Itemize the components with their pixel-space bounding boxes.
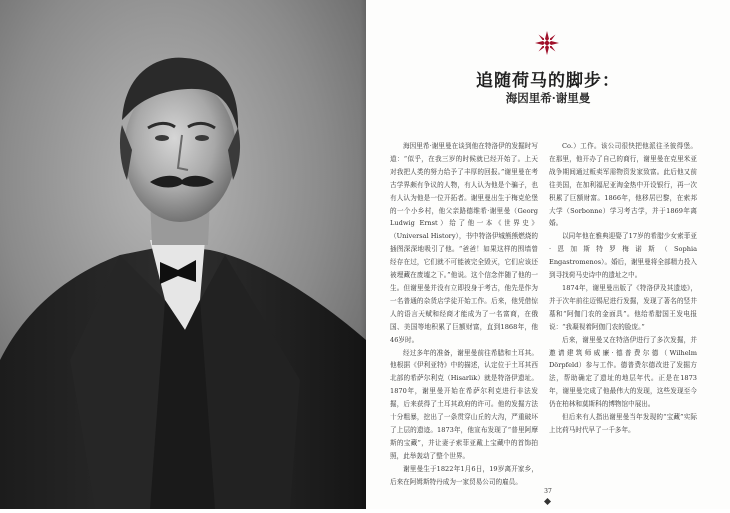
paragraph: 1874年，谢里曼出版了《特洛伊及其遗迹》，并于次年前往迈锡尼进行发掘，发现了著名的竖井墓和“阿伽门农的金面具”。他给希腊国王发电报说：“我凝视着阿伽门农的脸庞。” [549, 283, 697, 331]
paragraph: 后来，谢里曼又在特洛伊进行了多次发掘，并邀请建筑师威廉·德普费尔德（Wilhelm Dörpfeld）参与工作。德普费尔德改进了发掘方法，帮助确定了遗址的地层年代。正是在1873年，谢里曼完成了他最伟大的发现，这些发现至今仍在柏林和莫斯科的博物馆中展出。 [549, 335, 697, 409]
portrait-photograph [0, 0, 366, 509]
diamond-icon [544, 498, 551, 505]
article-subtitle: 海因里希·谢里曼 [505, 91, 591, 105]
text-column-left [390, 140, 538, 486]
paragraph: 以同年他在雅典迎娶了17岁的希腊少女索菲亚·恩加斯特罗梅诺斯（Sophia Engastromenos）。婚后，谢里曼将全部精力投入到寻找荷马史诗中的遗址之中。 [549, 232, 697, 280]
paragraph: 谢里曼生于1822年1月6日，19岁离开家乡，后来在阿姆斯特丹成为一家贸易公司的雇员。 [390, 464, 538, 486]
paragraph: 经过多年的准备，谢里曼前往希腊和土耳其。他根据《伊利亚特》中的描述，认定位于土耳其西北部的希萨尔利克（Hisarlik）就是特洛伊遗址。1870年，谢里曼开始在希萨尔利克进行非法发掘，后来获得了土耳其政府的许可。他的发掘方法十分粗暴，挖出了一条贯穿山丘的大沟，严重破坏了上层的遗迹。1873年，他宣布发现了“普里阿摩斯的宝藏”，并让妻子索菲亚戴上宝藏中的首饰拍照，此举轰动了整个世界。 [390, 348, 538, 460]
left-page [0, 0, 366, 509]
article-title: 追随荷马的脚步： [476, 71, 620, 91]
text-column-right [549, 140, 697, 472]
paragraph: Co.）工作。该公司很快把他派往圣彼得堡。在那里，他开办了自己的商行，谢里曼在克里米亚战争期间通过贩卖军需物资发家致富。此后他又前往美国，在加利福尼亚淘金热中开设银行，再一次积累了巨额财富。1866年，他移居巴黎，在索邦大学（Sorbonne）学习考古学，并于1869年离婚。 [549, 142, 697, 228]
paragraph: 但后来有人指出谢里曼当年发现的“宝藏”实际上比荷马时代早了一千多年。 [549, 413, 697, 434]
page-number: 37 [544, 488, 552, 495]
ornament-icon [534, 30, 560, 56]
paragraph: 海因里希·谢里曼在谈到他在特洛伊的发掘时写道：“似乎，在我三岁的时候就已经开始了。上天对我把人类的努力给予了丰厚的回报。”谢里曼在考古学界颇有争议的人物，有人认为他是个骗子，也有人认为他是一位开拓者。谢里曼出生于梅克伦堡的一个小乡村，他父亲路德维希·谢里曼（Georg Ludwig Ernst）给了他一本《世界史》（Universal History），书中特洛伊城熊熊燃烧的插图深深地吸引了他。“爸爸！如果这样的围墙曾经存在过，它们就不可能被完全毁灭，它们应该还被埋藏在废墟之下。”他说。这个信念伴随了他的一生。但谢里曼并没有立即投身于考古，他先是作为一名普通的杂货店学徒开始工作。后来，他凭借惊人的语言天赋和经商才能成为了一名富商，在俄国、美国等地积累了巨额财富，直到1868年，他46岁时。 [390, 142, 538, 344]
right-page [366, 0, 730, 509]
